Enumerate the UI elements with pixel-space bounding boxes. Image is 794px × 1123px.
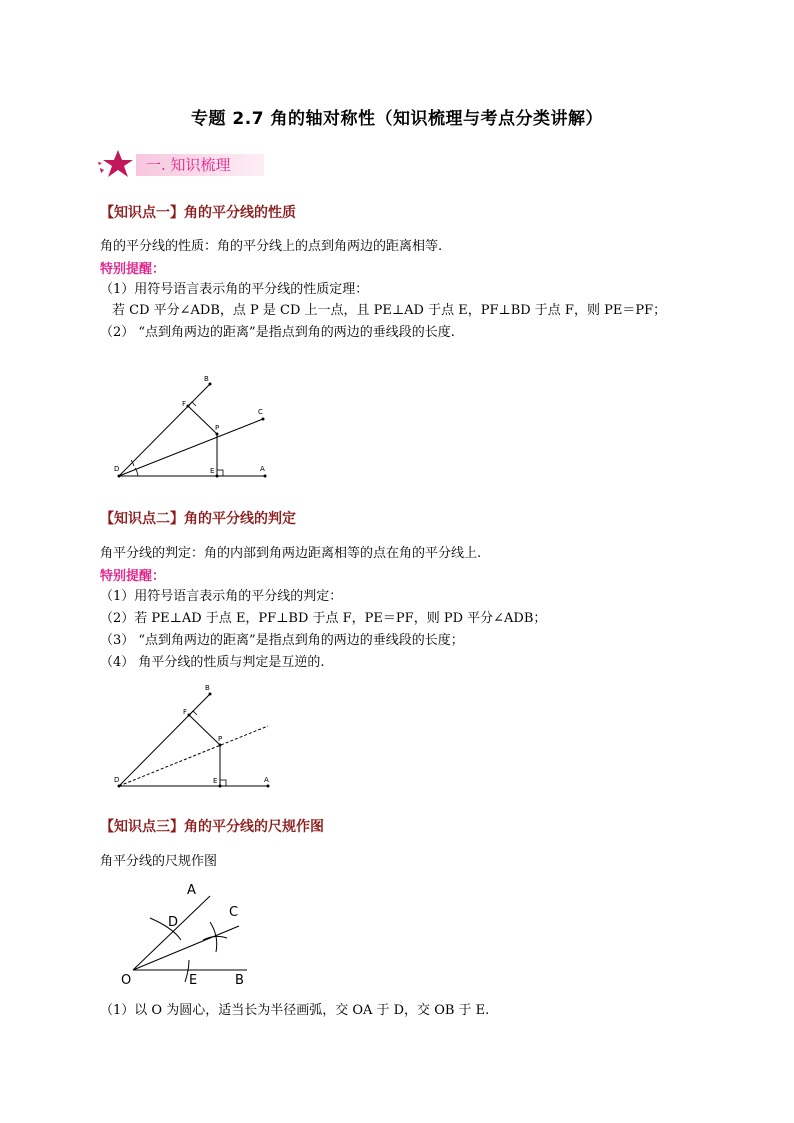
label-A: A xyxy=(264,776,269,784)
section-label: 一. 知识梳理 xyxy=(146,156,231,174)
kp3-definition: 角平分线的尺规作图 xyxy=(100,854,218,869)
label-A: A xyxy=(260,465,265,473)
label-A: A xyxy=(187,883,196,898)
page-title: 专题 2.7 角的轴对称性（知识梳理与考点分类讲解） xyxy=(191,109,603,129)
label-D: D xyxy=(114,465,120,473)
label-B: B xyxy=(205,684,210,692)
label-C: C xyxy=(258,408,263,416)
kp1-item-2: 若 CD 平分∠ADB，点 P 是 CD 上一点，且 PE⊥AD 于点 E，PF⊥BD 于点 F，则 PE＝PF； xyxy=(112,303,667,318)
label-C: C xyxy=(229,905,239,920)
kp1-heading: 【知识点一】角的平分线的性质 xyxy=(100,205,296,221)
kp1-item-1: （1）用符号语言表示角的平分线的性质定理： xyxy=(100,282,369,297)
label-E: E xyxy=(210,467,215,475)
kp2-heading: 【知识点二】角的平分线的判定 xyxy=(100,511,296,527)
kp2-item-2: （2）若 PE⊥AD 于点 E，PF⊥BD 于点 F，PE＝PF，则 PD 平分∠ADB； xyxy=(100,611,547,626)
kp1-definition: 角的平分线的性质：角的平分线上的点到角两边的距离相等. xyxy=(100,239,443,254)
kp3-figure xyxy=(115,878,265,990)
kp2-figure xyxy=(110,680,280,795)
label-B: B xyxy=(235,973,244,988)
label-P: P xyxy=(218,735,223,743)
label-F: F xyxy=(182,400,187,408)
label-E: E xyxy=(213,777,218,785)
label-B: B xyxy=(204,375,209,383)
kp1-remind: 特别提醒： xyxy=(100,262,166,277)
kp3-heading: 【知识点三】角的平分线的尺规作图 xyxy=(100,819,324,835)
label-E: E xyxy=(189,973,198,988)
label-D: D xyxy=(114,776,120,784)
star-icon xyxy=(103,150,133,177)
kp2-item-1: （1）用符号语言表示角的平分线的判定： xyxy=(100,589,343,604)
label-O: O xyxy=(121,973,132,988)
kp1-figure xyxy=(110,370,280,485)
label-D: D xyxy=(168,915,179,930)
kp2-definition: 角平分线的判定：角的内部到角两边距离相等的点在角的平分线上. xyxy=(100,546,482,561)
kp3-step-1: （1）以 O 为圆心，适当长为半径画弧，交 OA 于 D，交 OB 于 E. xyxy=(100,1003,490,1018)
kp2-item-4: （4） 角平分线的性质与判定是互逆的. xyxy=(100,655,325,670)
label-F: F xyxy=(183,708,188,716)
kp2-remind: 特别提醒： xyxy=(100,569,166,584)
kp1-item-3: （2） “点到角两边的距离”是指点到角的两边的垂线段的长度. xyxy=(100,325,455,340)
label-P: P xyxy=(215,424,220,432)
kp2-item-3: （3） “点到角两边的距离”是指点到角的两边的垂线段的长度； xyxy=(100,633,464,648)
